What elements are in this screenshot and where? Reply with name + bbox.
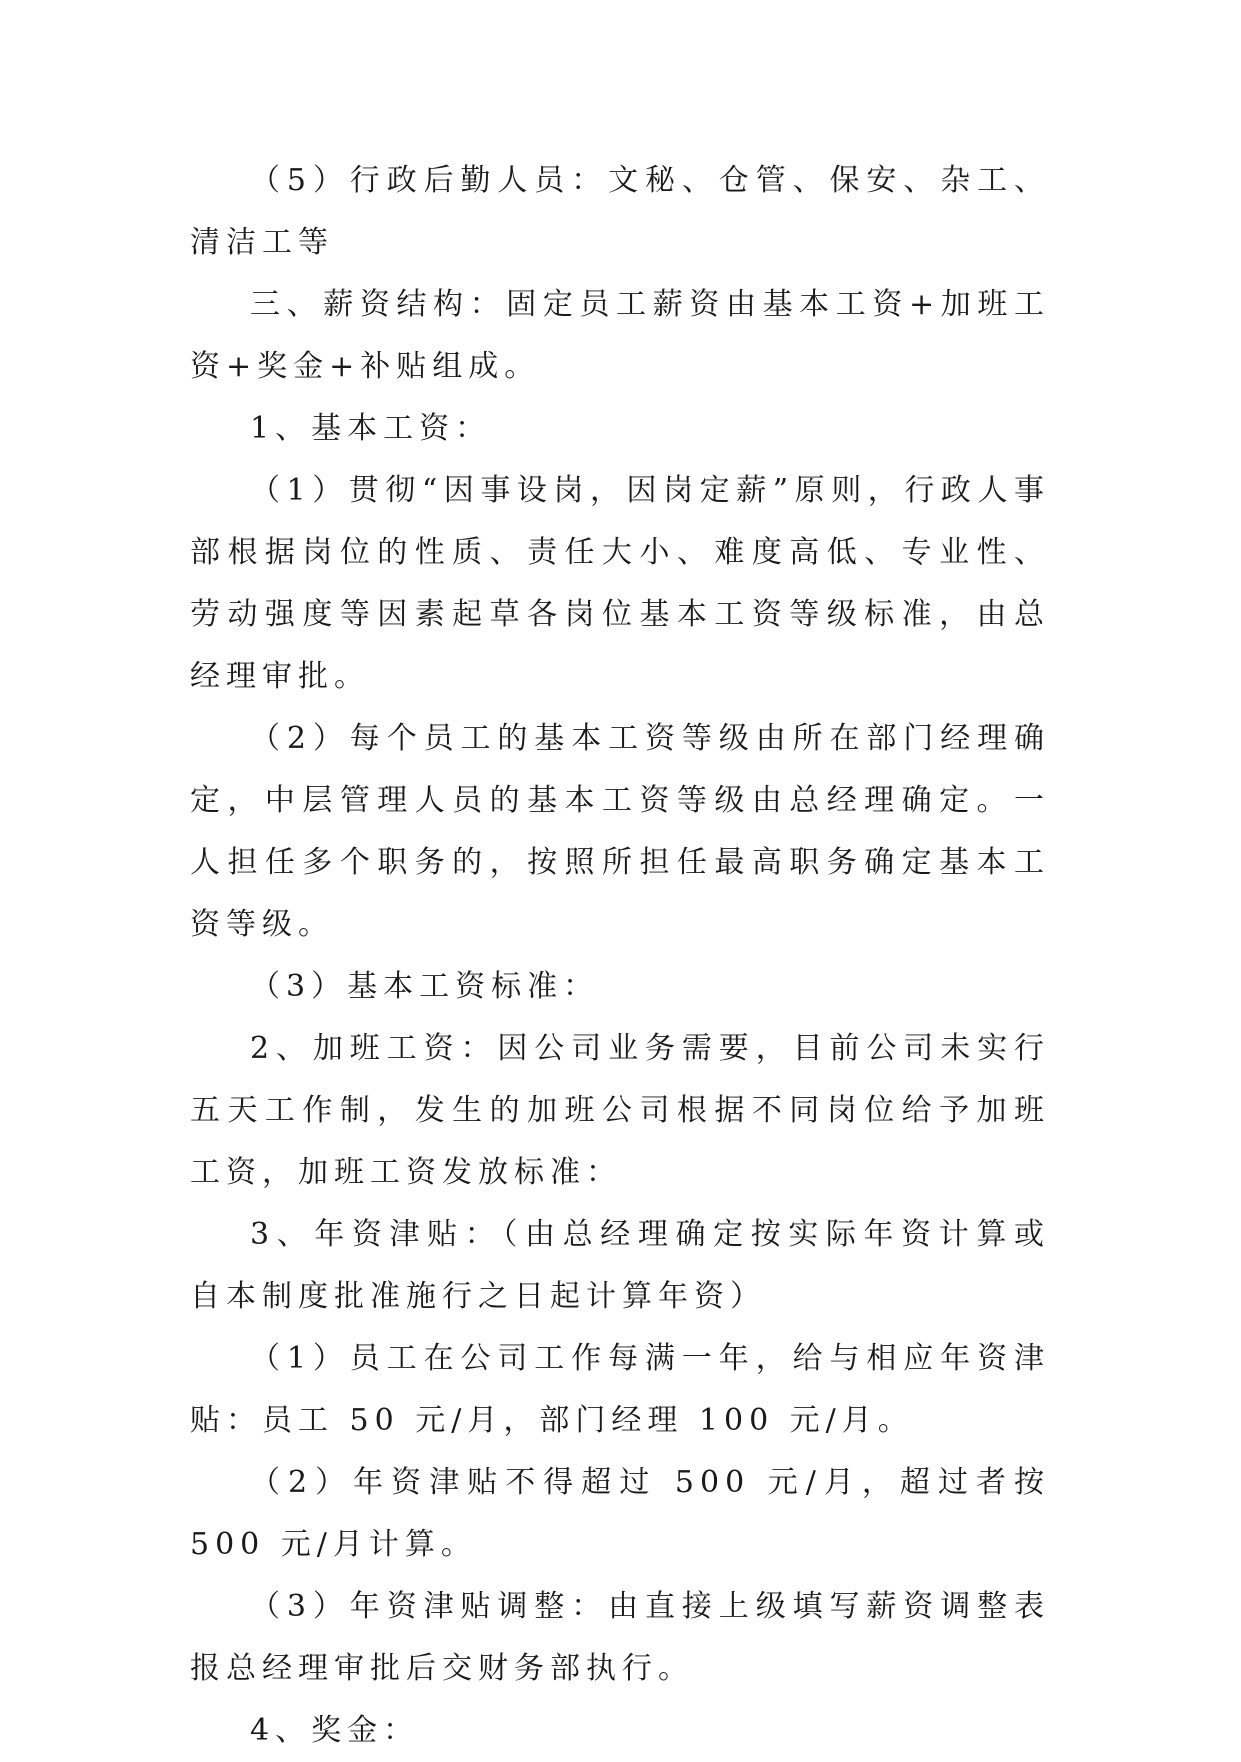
heading-basic-salary: 1、基本工资： [250,411,492,446]
paragraph-admin-logistics: （5）行政后勤人员：文秘、仓管、保安、杂工、清洁工等 [190,163,1050,260]
paragraph-seniority-rate: （1）员工在公司工作每满一年，给与相应年资津贴：员工 50 元/月，部门经理 100 元/月。 [190,1341,1050,1438]
paragraph-seniority-cap: （2）年资津贴不得超过 500 元/月，超过者按 500 元/月计算。 [190,1465,1050,1562]
document-body [190,150,1050,1762]
heading-bonus: 4、奖金： [250,1713,420,1748]
paragraph-overtime-pay: 2、加班工资：因公司业务需要，目前公司未实行五天工作制，发生的加班公司根据不同岗位给予加班工资，加班工资发放标准： [190,1031,1050,1190]
heading-seniority-allowance: 3、年资津贴：（由总经理确定按实际年资计算或自本制度批准施行之日起计算年资） [190,1217,1050,1314]
paragraph-salary-structure: 三、薪资结构：固定员工薪资由基本工资+加班工资+奖金+补贴组成。 [190,287,1050,384]
paragraph-basic-salary-grade: （2）每个员工的基本工资等级由所在部门经理确定，中层管理人员的基本工资等级由总经理确定。一人担任多个职务的，按照所担任最高职务确定基本工资等级。 [190,721,1050,942]
paragraph-basic-salary-principle: （1）贯彻“因事设岗，因岗定薪”原则，行政人事部根据岗位的性质、责任大小、难度高低、专业性、劳动强度等因素起草各岗位基本工资等级标准，由总经理审批。 [190,473,1050,694]
paragraph-basic-salary-standard: （3）基本工资标准： [250,969,600,1004]
paragraph-seniority-adjustment: （3）年资津贴调整：由直接上级填写薪资调整表报总经理审批后交财务部执行。 [190,1589,1050,1686]
